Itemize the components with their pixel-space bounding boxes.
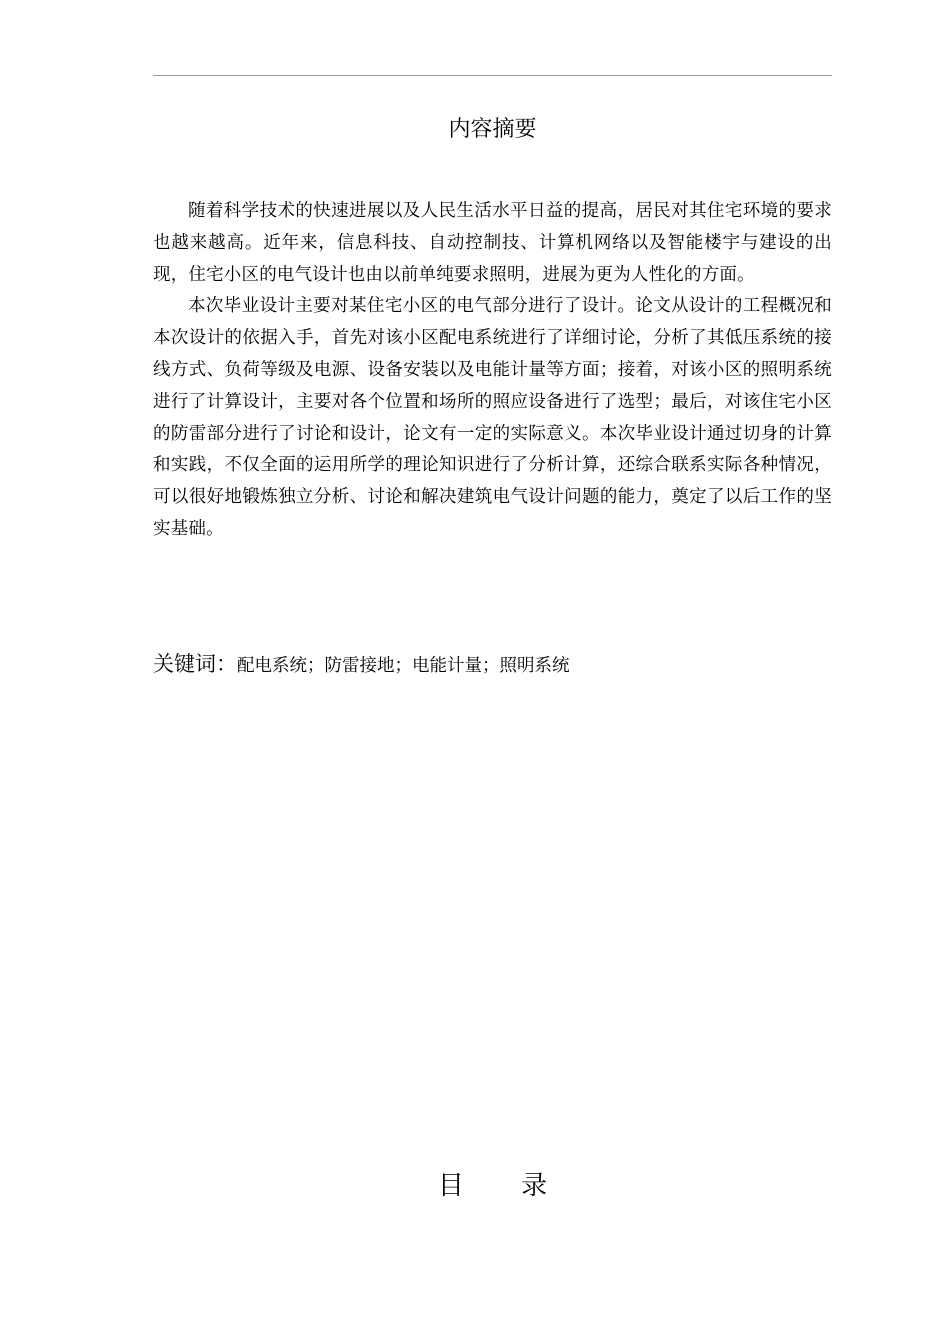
toc-title: 目录: [437, 1171, 605, 1201]
keywords-label: 关键词：: [153, 652, 237, 676]
abstract-body: [153, 196, 832, 546]
keywords-text: 配电系统；防雷接地；电能计量；照明系统: [237, 656, 570, 676]
keywords-line: [153, 648, 832, 682]
abstract-paragraph: 本次毕业设计主要对某住宅小区的电气部分进行了设计。论文从设计的工程概况和本次设计的依据入手，首先对该小区配电系统进行了详细讨论，分析了其低压系统的接线方式、负荷等级及电源、设备安装以及电能计量等方面；接着，对该小区的照明系统进行了计算设计，主要对各个位置和场所的照应设备进行了选型；最后，对该住宅小区的防雷部分进行了讨论和设计，论文有一定的实际意义。本次毕业设计通过切身的计算和实践，不仅全面的运用所学的理论知识进行了分析计算，还综合联系实际各种情况，可以很好地锻炼独立分析、讨论和解决建筑电气设计问题的能力，奠定了以后工作的坚实基础。: [153, 296, 832, 539]
abstract-title: 内容摘要: [448, 117, 537, 142]
header-rule: [153, 75, 832, 76]
abstract-paragraph: 随着科学技术的快速进展以及人民生活水平日益的提高，居民对其住宅环境的要求也越来越高。近年来，信息科技、自动控制技、计算机网络以及智能楼宇与建设的出现，住宅小区的电气设计也由以前单纯要求照明，进展为更为人性化的方面。: [153, 201, 832, 285]
